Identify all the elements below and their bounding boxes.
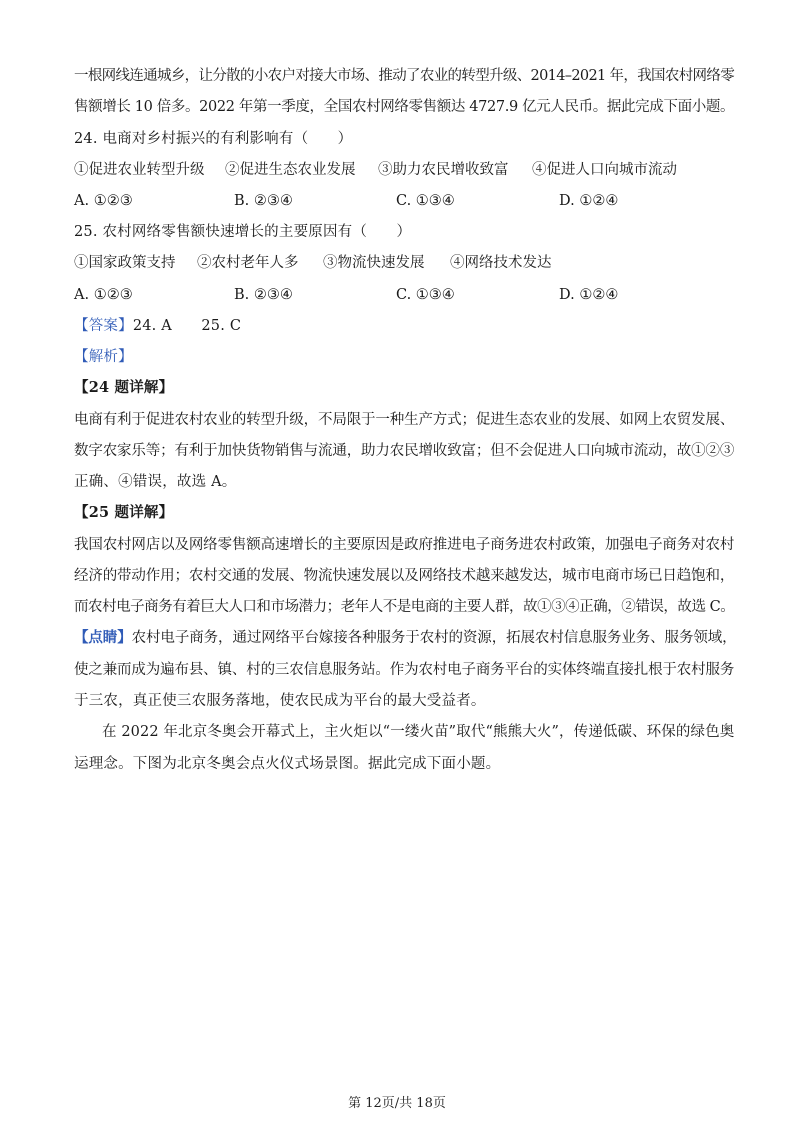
question-25-stem: 25. 农村网络零售额快速增长的主要原因有（ ） bbox=[74, 224, 412, 240]
intro-line-1: 一根网线连通城乡，让分散的小农户对接大市场、推动了农业的转型升级、2014–2021 年，我国农村网络零 bbox=[74, 68, 735, 84]
answer-line bbox=[74, 316, 241, 336]
q25-option-c: C. ①③④ bbox=[396, 287, 455, 303]
detail-25-line-1: 我国农村网店以及网络零售额高速增长的主要原因是政府推进电子商务进农村政策，加强电子商务对农村 bbox=[74, 537, 735, 553]
answer-label: 【答案】 bbox=[74, 318, 133, 334]
q25-item-4: ④网络技术发达 bbox=[450, 255, 552, 271]
page-footer: 第 12页/共 18页 bbox=[348, 1096, 446, 1111]
q24-option-d: D. ①②④ bbox=[559, 193, 619, 209]
detail-24-line-3: 正确、④错误，故选 A。 bbox=[74, 474, 237, 490]
q25-option-b: B. ②③④ bbox=[234, 287, 293, 303]
q25-item-3: ③物流快速发展 bbox=[323, 255, 425, 271]
detail-25-heading: 【25 题详解】 bbox=[74, 504, 174, 521]
intro-line-2: 售额增长 10 倍多。2022 年第一季度，全国农村网络零售额达 4727.9 亿元人民币。据此完成下面小题。 bbox=[74, 99, 735, 115]
answer-text: 24. A 25. C bbox=[132, 318, 242, 334]
q25-item-2: ②农村老年人多 bbox=[197, 255, 299, 271]
dianjing-label: 【点睛】 bbox=[74, 629, 132, 646]
dianjing-line-1 bbox=[74, 628, 737, 648]
dianjing-line-2: 使之兼而成为遍布县、镇、村的三农信息服务站。作为农村电子商务平台的实体终端直接扎根于农村服务 bbox=[74, 662, 735, 678]
q24-option-c: C. ①③④ bbox=[396, 193, 455, 209]
analysis-label: 【解析】 bbox=[74, 349, 133, 365]
q24-item-2: ②促进生态农业发展 bbox=[225, 162, 356, 178]
detail-24-line-2: 数字农家乐等；有利于加快货物销售与流通，助力农民增收致富；但不会促进人口向城市流动，故①②③ bbox=[74, 443, 735, 459]
dianjing-line-3: 于三农，真正使三农服务落地，使农民成为平台的最大受益者。 bbox=[74, 693, 486, 709]
q24-option-a: A. ①②③ bbox=[74, 193, 133, 209]
q24-item-4: ④促进人口向城市流动 bbox=[532, 162, 677, 178]
dianjing-first: 农村电子商务，通过网络平台嫁接各种服务于农村的资源，拓展农村信息服务业务、服务领域， bbox=[131, 630, 737, 646]
detail-24-line-1: 电商有利于促进农村农业的转型升级，不局限于一种生产方式；促进生态农业的发展、如网上农贸发展、 bbox=[74, 412, 735, 428]
detail-25-line-3: 而农村电子商务有着巨大人口和市场潜力；老年人不是电商的主要人群，故①③④正确，②错误，故选 C。 bbox=[74, 599, 735, 615]
q24-item-1: ①促进农业转型升级 bbox=[74, 162, 205, 178]
detail-25-line-2: 经济的带动作用；农村交通的发展、物流快速发展以及网络技术越来越发达，城市电商市场已日趋饱和， bbox=[74, 568, 735, 584]
question-24-stem: 24. 电商对乡村振兴的有利影响有（ ） bbox=[74, 131, 353, 147]
q25-item-1: ①国家政策支持 bbox=[74, 255, 176, 271]
detail-24-heading: 【24 题详解】 bbox=[74, 379, 174, 396]
q24-item-3: ③助力农民增收致富 bbox=[378, 162, 509, 178]
q25-option-a: A. ①②③ bbox=[74, 287, 133, 303]
q25-option-d: D. ①②④ bbox=[559, 287, 619, 303]
q24-option-b: B. ②③④ bbox=[234, 193, 293, 209]
next-intro-line-1: 在 2022 年北京冬奥会开幕式上，主火炬以“一缕火苗”取代“熊熊大火”，传递低碳、环保的绿色奥 bbox=[102, 724, 735, 740]
next-intro-line-2: 运理念。下图为北京冬奥会点火仪式场景图。据此完成下面小题。 bbox=[74, 756, 501, 772]
